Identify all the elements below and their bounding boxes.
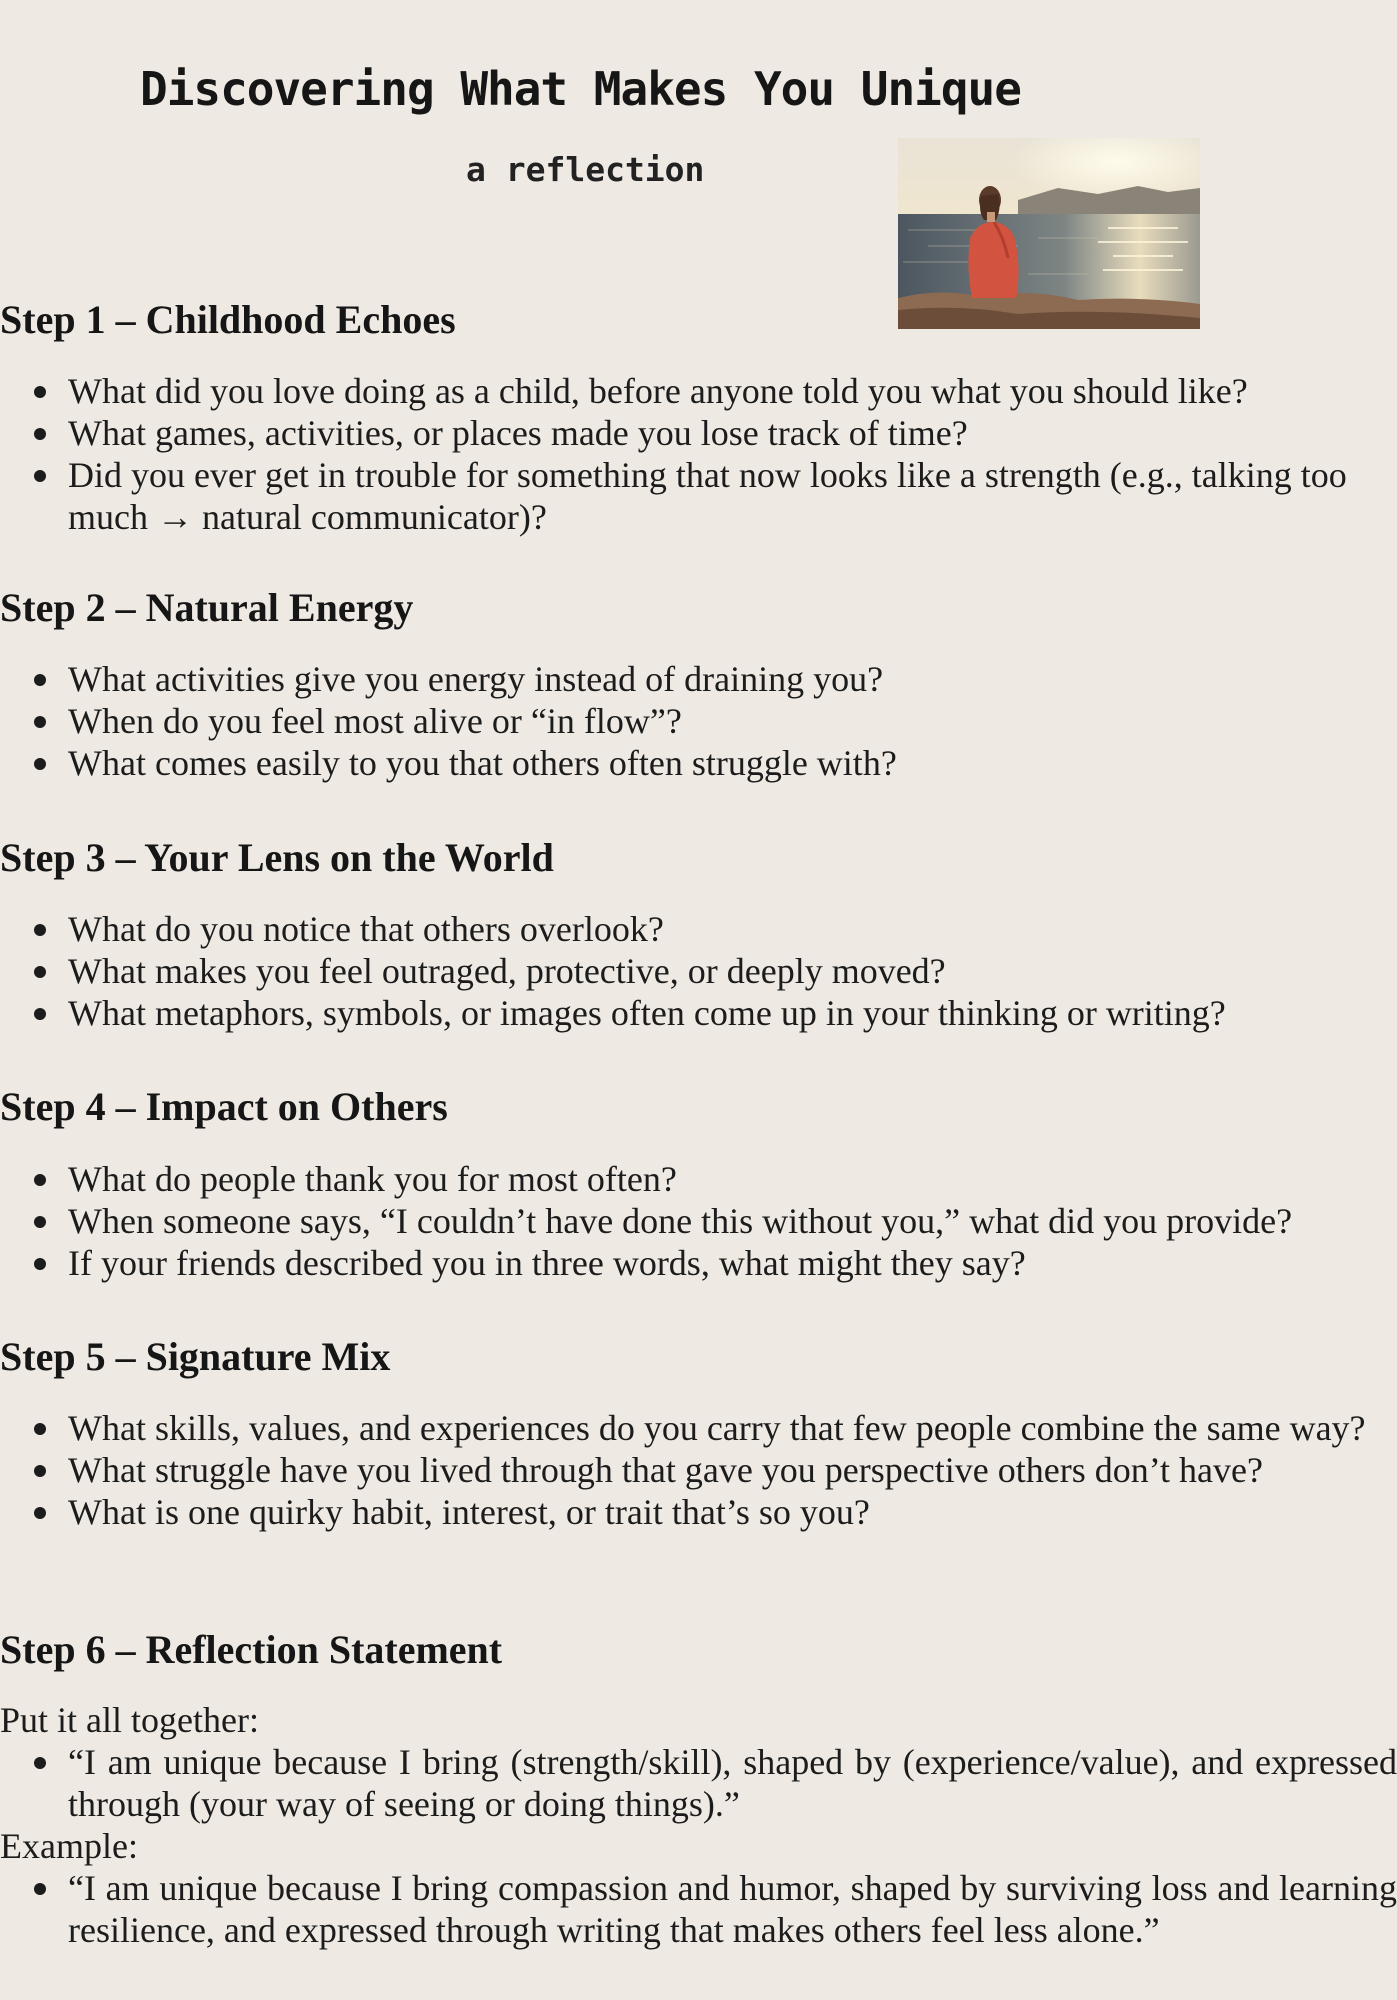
- step-6-heading: Step 6 – Reflection Statement: [0, 1627, 503, 1672]
- list-item: What do you notice that others overlook?: [0, 908, 1397, 950]
- page-subtitle: a reflection: [466, 150, 705, 189]
- step-2-heading: Step 2 – Natural Energy: [0, 585, 414, 630]
- list-item: What did you love doing as a child, before anyone told you what you should like?: [0, 370, 1397, 412]
- list-item: Did you ever get in trouble for something that now looks like a strength (e.g., talking too much → natural communicator)?: [0, 454, 1397, 538]
- step-4-heading: Step 4 – Impact on Others: [0, 1084, 448, 1129]
- step-1-heading: Step 1 – Childhood Echoes: [0, 297, 456, 342]
- reflection-photo: [898, 138, 1200, 329]
- list-item: What makes you feel outraged, protective, or deeply moved?: [0, 950, 1397, 992]
- reflection-example: “I am unique because I bring compassion and humor, shaped by surviving loss and learning resilience, and expressed through writing that makes others feel less alone.”: [0, 1867, 1397, 1951]
- example-label: Example:: [0, 1826, 138, 1866]
- step-1-questions: [0, 370, 1397, 538]
- list-item: If your friends described you in three words, what might they say?: [0, 1242, 1397, 1284]
- reflection-intro: Put it all together:: [0, 1700, 259, 1740]
- list-item: What metaphors, symbols, or images often come up in your thinking or writing?: [0, 992, 1397, 1034]
- list-item: When someone says, “I couldn’t have done this without you,” what did you provide?: [0, 1200, 1397, 1242]
- list-item: What comes easily to you that others often struggle with?: [0, 742, 1397, 784]
- list-item: What do people thank you for most often?: [0, 1158, 1397, 1200]
- reflection-template-list: [0, 1741, 1397, 1825]
- list-item: What games, activities, or places made you lose track of time?: [0, 412, 1397, 454]
- list-item: When do you feel most alive or “in flow”?: [0, 700, 1397, 742]
- step-3-questions: [0, 908, 1397, 1034]
- step-5-questions: [0, 1407, 1397, 1533]
- list-item: What skills, values, and experiences do you carry that few people combine the same way?: [0, 1407, 1397, 1449]
- step-3-heading: Step 3 – Your Lens on the World: [0, 835, 554, 880]
- step-5-heading: Step 5 – Signature Mix: [0, 1334, 391, 1379]
- step-2-questions: [0, 658, 1397, 784]
- page-title: Discovering What Makes You Unique: [140, 62, 1021, 116]
- list-item: What activities give you energy instead of draining you?: [0, 658, 1397, 700]
- step-4-questions: [0, 1158, 1397, 1284]
- list-item: What is one quirky habit, interest, or trait that’s so you?: [0, 1491, 1397, 1533]
- reflection-template: “I am unique because I bring (strength/skill), shaped by (experience/value), and expressed through (your way of seeing or doing things).”: [0, 1741, 1397, 1825]
- list-item: What struggle have you lived through that gave you perspective others don’t have?: [0, 1449, 1397, 1491]
- example-list: [0, 1867, 1397, 1951]
